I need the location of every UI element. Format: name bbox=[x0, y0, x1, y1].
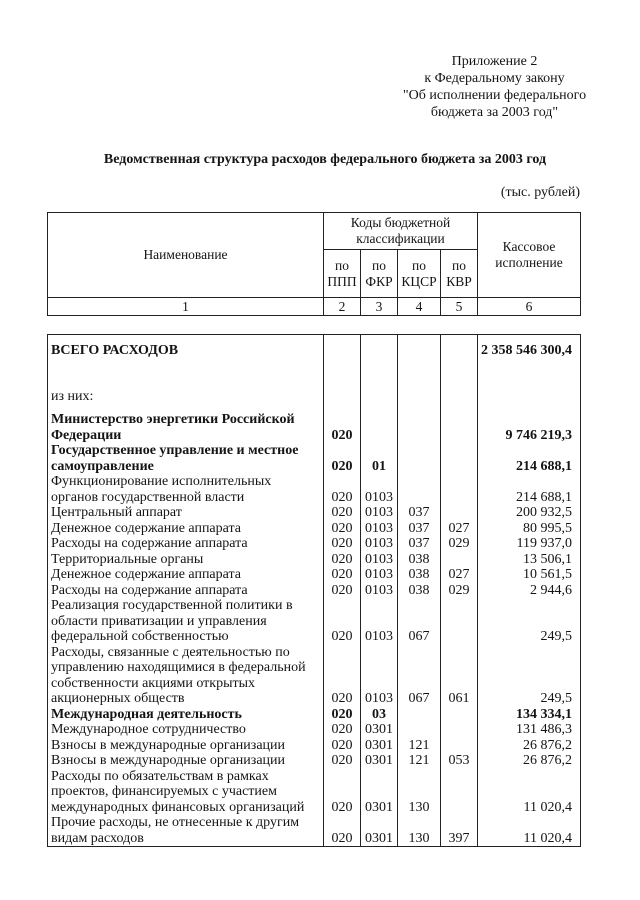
table-row bbox=[48, 598, 581, 645]
row-kcsr bbox=[398, 707, 441, 723]
row-kvr bbox=[441, 474, 478, 505]
row-kcsr: 037 bbox=[398, 521, 441, 537]
row-fkr: 0103 bbox=[361, 521, 398, 537]
row-kcsr bbox=[398, 343, 441, 359]
row-fkr: 0103 bbox=[361, 598, 398, 645]
row-ppp bbox=[324, 343, 361, 359]
table-row bbox=[48, 505, 581, 521]
row-ppp: 020 bbox=[324, 722, 361, 738]
row-amount: 200 932,5 bbox=[478, 505, 581, 521]
row-kcsr bbox=[398, 722, 441, 738]
row-name: Центральный аппарат bbox=[48, 505, 324, 521]
row-kvr bbox=[441, 722, 478, 738]
row-kvr bbox=[441, 443, 478, 474]
row-fkr: 0103 bbox=[361, 645, 398, 707]
table-row bbox=[48, 753, 581, 769]
row-ppp: 020 bbox=[324, 536, 361, 552]
row-kcsr: 038 bbox=[398, 567, 441, 583]
row-fkr: 0301 bbox=[361, 738, 398, 754]
row-amount: 2 944,6 bbox=[478, 583, 581, 599]
row-name: Денежное содержание аппарата bbox=[48, 521, 324, 537]
row-amount: 214 688,1 bbox=[478, 474, 581, 505]
row-name: Реализация государственной политики в области приватизации и управления федеральной собственностью bbox=[48, 598, 324, 645]
header-kcsr: по КЦСР bbox=[398, 250, 441, 298]
row-name: из них: bbox=[48, 389, 324, 405]
table-row bbox=[48, 738, 581, 754]
row-ppp: 020 bbox=[324, 815, 361, 847]
row-name: Прочие расходы, не отнесенные к другим видам расходов bbox=[48, 815, 324, 847]
row-kvr bbox=[441, 598, 478, 645]
header-fkr: по ФКР bbox=[361, 250, 398, 298]
row-ppp: 020 bbox=[324, 505, 361, 521]
appendix-line: бюджета за 2003 год" bbox=[430, 105, 559, 120]
spacer-row bbox=[48, 335, 581, 344]
row-ppp: 020 bbox=[324, 521, 361, 537]
row-fkr bbox=[361, 343, 398, 359]
row-ppp: 020 bbox=[324, 738, 361, 754]
row-ppp: 020 bbox=[324, 769, 361, 816]
row-name: Государственное управление и местное самоуправление bbox=[48, 443, 324, 474]
expenditure-table bbox=[47, 334, 581, 847]
row-fkr: 0103 bbox=[361, 505, 398, 521]
row-kvr: 029 bbox=[441, 536, 478, 552]
header-name: Наименование bbox=[48, 213, 324, 298]
row-fkr: 0103 bbox=[361, 567, 398, 583]
row-name: Расходы на содержание аппарата bbox=[48, 583, 324, 599]
row-ppp: 020 bbox=[324, 412, 361, 443]
row-fkr: 0301 bbox=[361, 753, 398, 769]
row-name: Министерство энергетики Российской Федерации bbox=[48, 412, 324, 443]
row-amount: 9 746 219,3 bbox=[478, 412, 581, 443]
row-ppp: 020 bbox=[324, 474, 361, 505]
row-amount: 11 020,4 bbox=[478, 815, 581, 847]
row-kvr bbox=[441, 738, 478, 754]
row-ppp: 020 bbox=[324, 753, 361, 769]
row-amount: 2 358 546 300,4 bbox=[478, 343, 581, 359]
row-kcsr: 121 bbox=[398, 753, 441, 769]
header-codes: Коды бюджетной классификации bbox=[324, 213, 478, 250]
row-name: Взносы в международные организации bbox=[48, 753, 324, 769]
row-name: Функционирование исполнительных органов государственной власти bbox=[48, 474, 324, 505]
row-amount: 13 506,1 bbox=[478, 552, 581, 568]
row-kvr: 029 bbox=[441, 583, 478, 599]
row-ppp: 020 bbox=[324, 583, 361, 599]
table-row bbox=[48, 443, 581, 474]
table-row bbox=[48, 722, 581, 738]
row-kvr bbox=[441, 389, 478, 405]
row-name: Территориальные органы bbox=[48, 552, 324, 568]
row-kvr: 053 bbox=[441, 753, 478, 769]
row-fkr: 0301 bbox=[361, 722, 398, 738]
row-ppp: 020 bbox=[324, 707, 361, 723]
row-kvr bbox=[441, 552, 478, 568]
appendix-line: "Об исполнении федерального bbox=[402, 88, 587, 103]
appendix-line: к Федеральному закону bbox=[424, 71, 565, 86]
appendix-line: Приложение 2 bbox=[451, 54, 538, 69]
units-label: (тыс. рублей) bbox=[500, 185, 580, 200]
row-kcsr: 121 bbox=[398, 738, 441, 754]
table-row bbox=[48, 474, 581, 505]
row-name: Международная деятельность bbox=[48, 707, 324, 723]
row-kcsr bbox=[398, 474, 441, 505]
row-kvr: 061 bbox=[441, 645, 478, 707]
row-fkr: 01 bbox=[361, 443, 398, 474]
row-name: Расходы на содержание аппарата bbox=[48, 536, 324, 552]
column-number: 2 bbox=[324, 298, 361, 316]
row-kcsr: 067 bbox=[398, 645, 441, 707]
row-ppp: 020 bbox=[324, 567, 361, 583]
row-fkr: 0103 bbox=[361, 536, 398, 552]
row-kcsr bbox=[398, 443, 441, 474]
row-amount: 249,5 bbox=[478, 645, 581, 707]
row-kcsr bbox=[398, 412, 441, 443]
row-fkr: 0103 bbox=[361, 583, 398, 599]
row-fkr: 0301 bbox=[361, 815, 398, 847]
row-kvr bbox=[441, 343, 478, 359]
row-name: Расходы по обязательствам в рамках проектов, финансируемых с участием международных финансовых организаций bbox=[48, 769, 324, 816]
row-kcsr: 067 bbox=[398, 598, 441, 645]
row-ppp bbox=[324, 389, 361, 405]
row-fkr: 0103 bbox=[361, 552, 398, 568]
total-row bbox=[48, 343, 581, 359]
row-ppp: 020 bbox=[324, 443, 361, 474]
row-kvr: 027 bbox=[441, 567, 478, 583]
table-row bbox=[48, 769, 581, 816]
table-row bbox=[48, 815, 581, 847]
row-ppp: 020 bbox=[324, 645, 361, 707]
row-ppp: 020 bbox=[324, 598, 361, 645]
appendix-note bbox=[392, 53, 597, 121]
table-row bbox=[48, 536, 581, 552]
header-ppp: по ППП bbox=[324, 250, 361, 298]
row-kcsr: 037 bbox=[398, 505, 441, 521]
row-kcsr bbox=[398, 389, 441, 405]
row-amount: 134 334,1 bbox=[478, 707, 581, 723]
row-amount: 26 876,2 bbox=[478, 738, 581, 754]
table-header bbox=[47, 212, 581, 316]
row-amount: 11 020,4 bbox=[478, 769, 581, 816]
row-kvr bbox=[441, 707, 478, 723]
row-kvr bbox=[441, 412, 478, 443]
row-amount: 249,5 bbox=[478, 598, 581, 645]
row-kvr: 027 bbox=[441, 521, 478, 537]
table-row bbox=[48, 521, 581, 537]
row-name: Международное сотрудничество bbox=[48, 722, 324, 738]
row-kcsr: 037 bbox=[398, 536, 441, 552]
row-amount: 26 876,2 bbox=[478, 753, 581, 769]
row-fkr bbox=[361, 412, 398, 443]
row-kcsr: 130 bbox=[398, 769, 441, 816]
column-number: 6 bbox=[478, 298, 581, 316]
row-name: Взносы в международные организации bbox=[48, 738, 324, 754]
row-kvr bbox=[441, 769, 478, 816]
row-amount bbox=[478, 389, 581, 405]
row-kcsr: 038 bbox=[398, 583, 441, 599]
row-fkr: 0103 bbox=[361, 474, 398, 505]
row-amount: 131 486,3 bbox=[478, 722, 581, 738]
row-kvr bbox=[441, 505, 478, 521]
column-number: 4 bbox=[398, 298, 441, 316]
table-row bbox=[48, 389, 581, 405]
table-row bbox=[48, 552, 581, 568]
row-kcsr: 130 bbox=[398, 815, 441, 847]
row-name: Денежное содержание аппарата bbox=[48, 567, 324, 583]
table-row bbox=[48, 583, 581, 599]
row-amount: 10 561,5 bbox=[478, 567, 581, 583]
document-title: Ведомственная структура расходов федерального бюджета за 2003 год bbox=[103, 152, 547, 167]
column-number: 1 bbox=[48, 298, 324, 316]
row-amount: 80 995,5 bbox=[478, 521, 581, 537]
row-fkr: 0301 bbox=[361, 769, 398, 816]
row-kcsr: 038 bbox=[398, 552, 441, 568]
column-number: 3 bbox=[361, 298, 398, 316]
row-amount: 214 688,1 bbox=[478, 443, 581, 474]
row-fkr bbox=[361, 389, 398, 405]
table-row bbox=[48, 707, 581, 723]
column-number: 5 bbox=[441, 298, 478, 316]
table-row bbox=[48, 412, 581, 443]
header-amount: Кассовое исполнение bbox=[478, 213, 581, 298]
row-ppp: 020 bbox=[324, 552, 361, 568]
row-kvr: 397 bbox=[441, 815, 478, 847]
header-kvr: по КВР bbox=[441, 250, 478, 298]
table-row bbox=[48, 359, 581, 389]
row-fkr: 03 bbox=[361, 707, 398, 723]
row-name: Расходы, связанные с деятельностью по управлению находящимися в федеральной собственности акциями открытых акционерных обществ bbox=[48, 645, 324, 707]
table-row bbox=[48, 645, 581, 707]
table-row bbox=[48, 404, 581, 412]
row-amount: 119 937,0 bbox=[478, 536, 581, 552]
row-name: ВСЕГО РАСХОДОВ bbox=[48, 343, 324, 359]
table-row bbox=[48, 567, 581, 583]
